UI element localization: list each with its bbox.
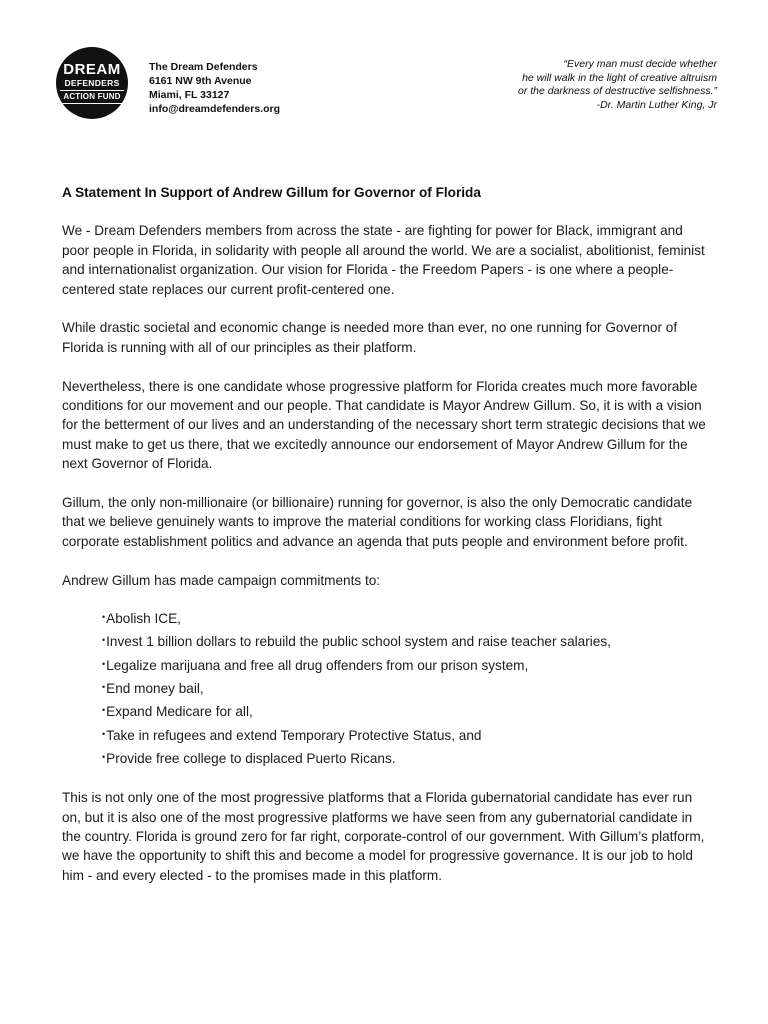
closing-paragraph: This is not only one of the most progressive platforms that a Florida gubernatorial candidate has ever run on, but it is also one of the most progressive platforms we have seen from any gubernatorial candidate in the country. Florida is ground zero for far right, corporate-control of our government. With Gillum’s platform, we have the opportunity to shift this and become a model for progressive governance. It is our job to hold him - and every elected - to the promises made in this platform. <box>62 790 705 883</box>
bullet-marker: • <box>102 751 106 762</box>
bullet-marker: • <box>102 658 106 669</box>
mlk-quote <box>417 58 717 112</box>
quote-line-3: or the darkness of destructive selfishness.” <box>517 85 717 97</box>
commitment-text: Take in refugees and extend Temporary Protective Status, and <box>106 727 482 743</box>
bullet-marker: • <box>102 635 106 646</box>
commitment-text: Abolish ICE, <box>106 611 181 627</box>
commitment-text: Legalize marijuana and free all drug offenders from our prison system, <box>106 657 529 673</box>
bullet-marker: • <box>102 681 106 692</box>
statement-title: A Statement In Support of Andrew Gillum for Governor of Florida <box>62 185 481 200</box>
commitment-item <box>102 677 712 700</box>
commitment-item <box>102 654 712 677</box>
commitment-text: End money bail, <box>106 680 204 696</box>
commitment-text: Provide free college to displaced Puerto Ricans. <box>106 750 396 766</box>
bullet-marker: • <box>102 612 106 623</box>
dream-defenders-logo <box>56 47 128 119</box>
commitment-item <box>102 607 712 630</box>
commitment-item <box>102 630 712 653</box>
commitment-text: Expand Medicare for all, <box>106 704 253 720</box>
quote-line-2: he will walk in the light of creative altruism <box>522 71 717 84</box>
paragraph-2: While drastic societal and economic change is needed more than ever, no one running for Governor of Florida is running with all of our principles as their platform. <box>62 320 678 355</box>
quote-attribution: -Dr. Martin Luther King, Jr <box>596 98 717 111</box>
quote-line-1: “Every man must decide whether <box>563 58 717 70</box>
commitment-text: Invest 1 billion dollars to rebuild the public school system and raise teacher salaries, <box>106 634 611 650</box>
commitments-list <box>62 607 712 770</box>
logo-line-2: DEFENDERS <box>64 77 120 88</box>
logo-line-3: ACTION FUND <box>60 90 123 104</box>
commitment-item <box>102 747 712 770</box>
commitment-item <box>102 724 712 747</box>
org-city: Miami, FL 33127 <box>149 89 230 101</box>
bullet-marker: • <box>102 728 106 739</box>
commitment-item <box>102 700 712 723</box>
paragraph-4: Gillum, the only non-millionaire (or billionaire) running for governor, is also the only Democratic candidate that we believe genuinely wants to improve the material conditions for working class Floridians, fight corporate establishment politics and advance an agenda that puts people and environment before profit. <box>62 495 693 549</box>
commitments-intro: Andrew Gillum has made campaign commitments to: <box>62 572 381 588</box>
org-street: 6161 NW 9th Avenue <box>149 75 252 87</box>
org-address-block <box>149 60 280 116</box>
paragraph-1: We - Dream Defenders members from across the state - are fighting for power for Black, immigrant and poor people in Florida, in solidarity with people all around the world. We are a socialist, abolitionist, feminist and internationalist organization. Our vision for Florida - the Freedom Papers - is one where a people-centered state replaces our current profit-centered one. <box>62 223 705 297</box>
statement-body <box>62 183 712 905</box>
org-email: info@dreamdefenders.org <box>149 103 281 115</box>
logo-line-1: DREAM <box>63 60 121 78</box>
paragraph-3: Nevertheless, there is one candidate whose progressive platform for Florida creates much more favorable conditions for our movement and our people. That candidate is Mayor Andrew Gillum. So, it is with a vision for the betterment of our lives and an understanding of the necessary short term strategic decisions that we must make to get us there, that we excitedly announce our endorsement of Mayor Andrew Gillum for the next Governor of Florida. <box>62 378 706 472</box>
org-name: The Dream Defenders <box>149 61 258 73</box>
bullet-marker: • <box>102 705 106 716</box>
